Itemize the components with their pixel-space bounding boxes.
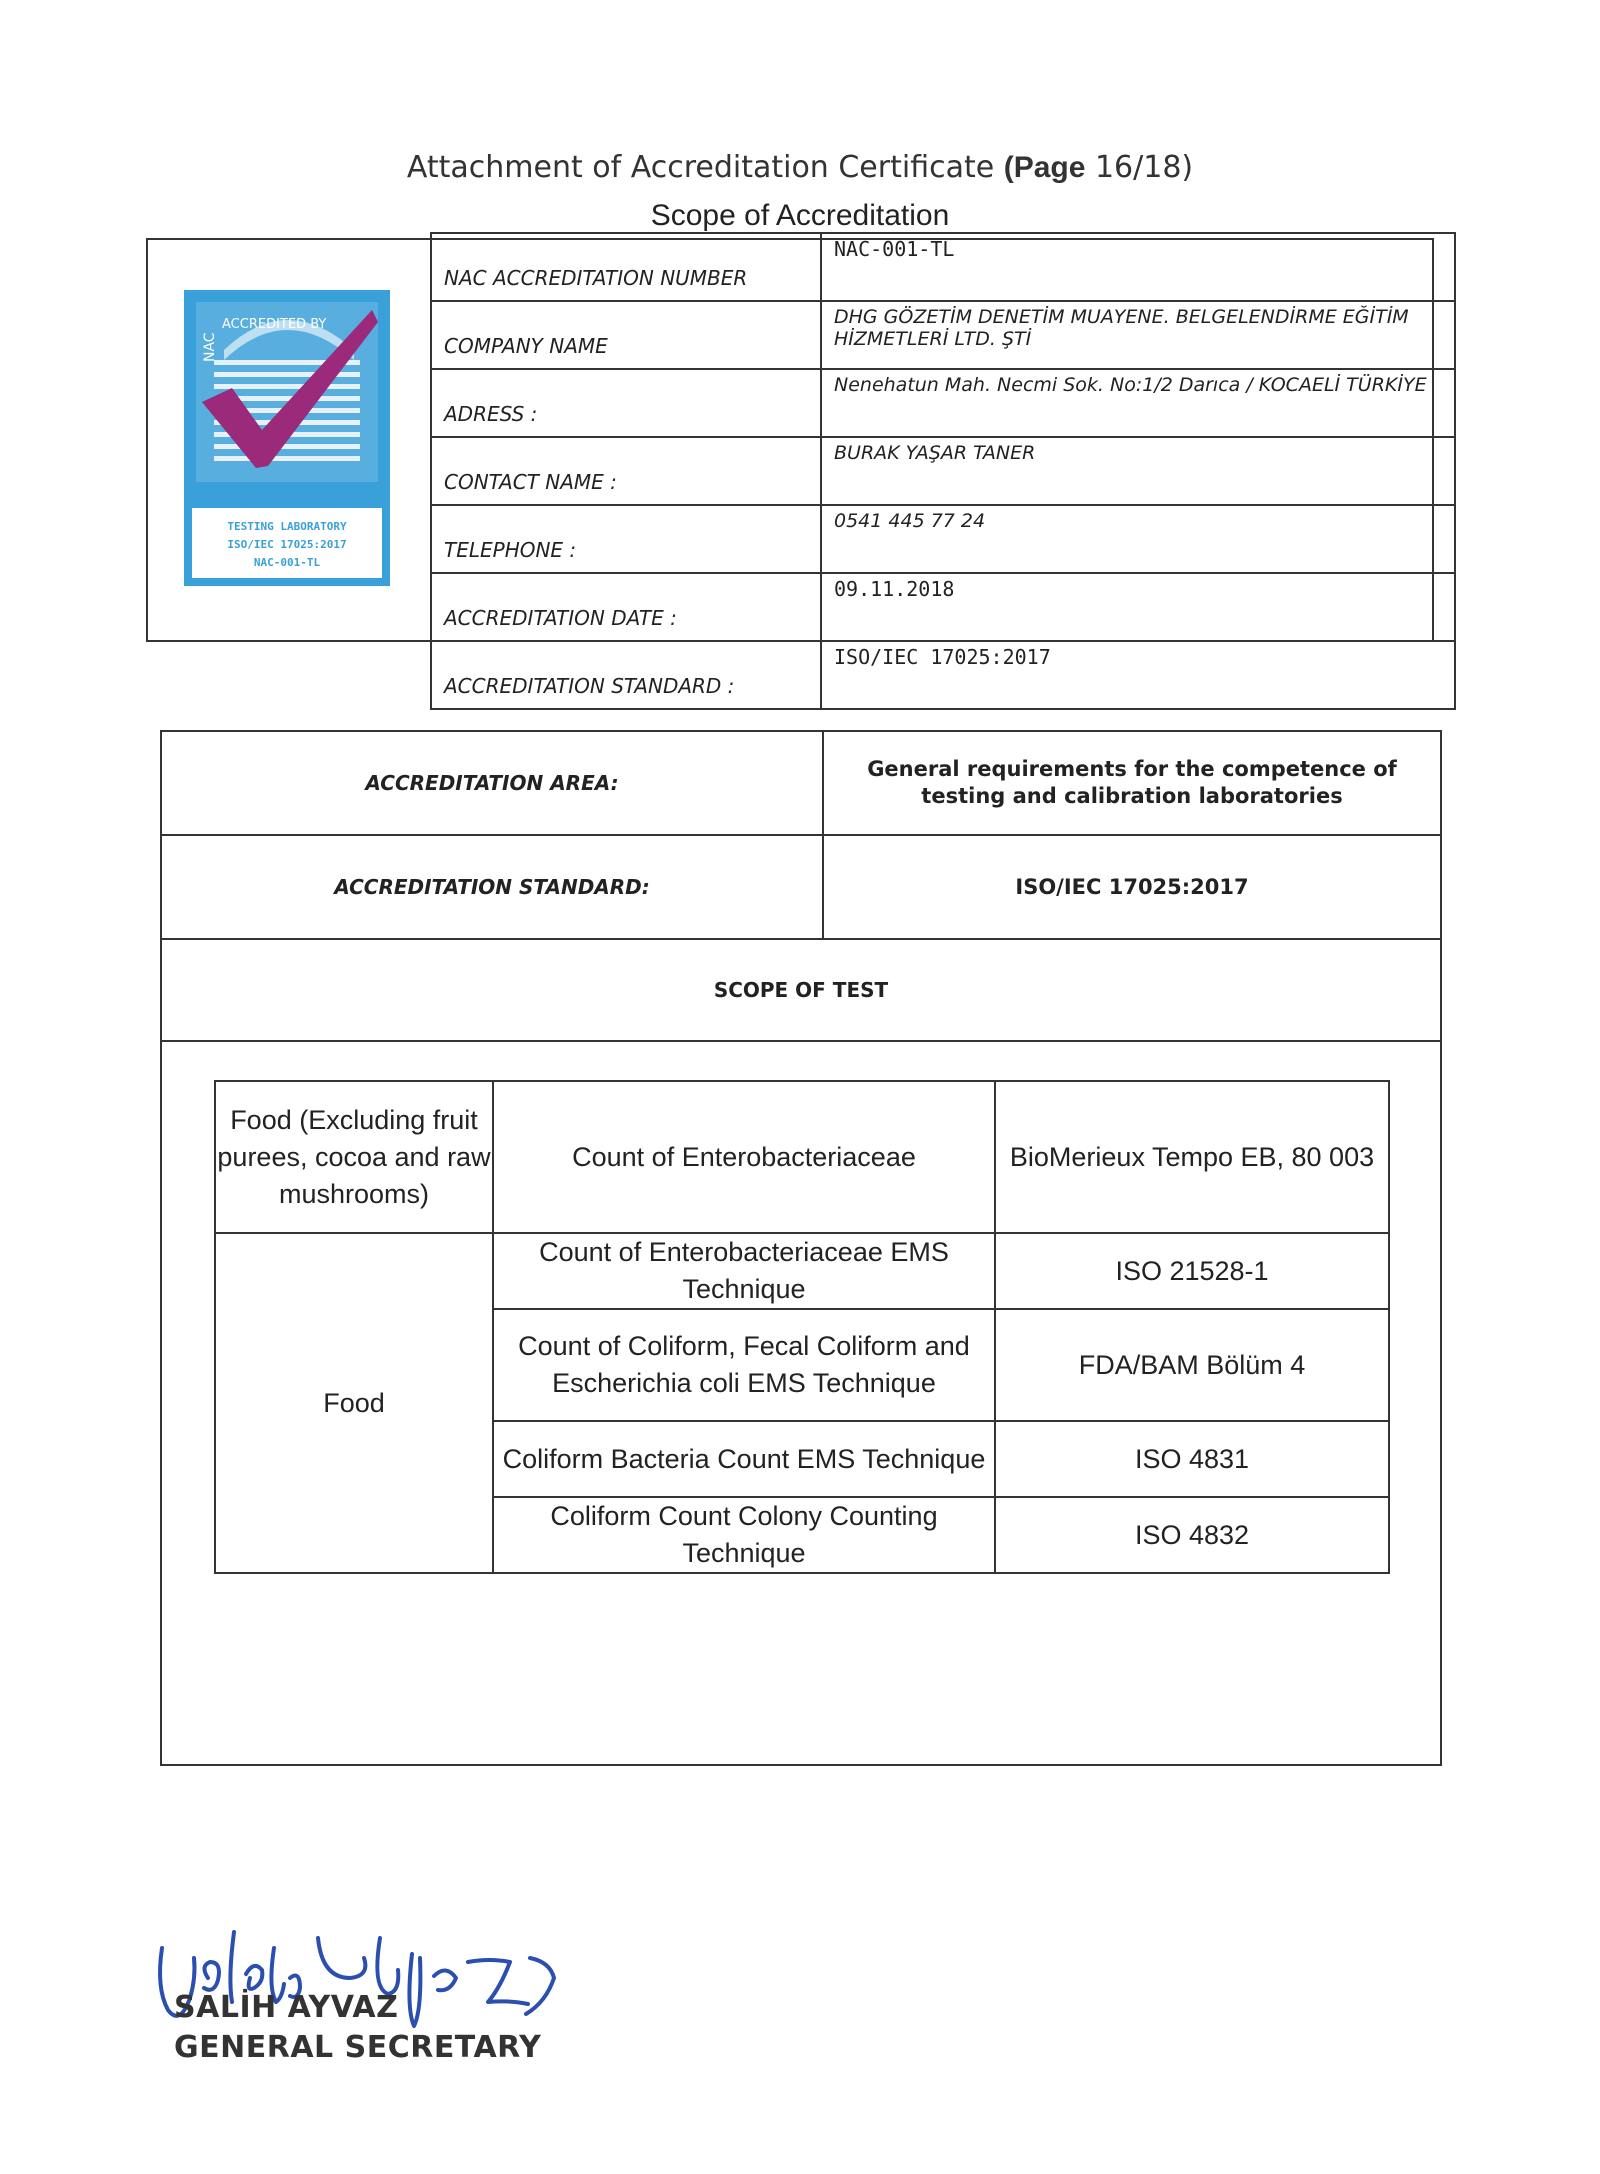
accreditation-standard-label: ACCREDITATION STANDARD : — [431, 641, 821, 709]
title-page-number: 16/18) — [1085, 150, 1194, 185]
info-row — [431, 573, 1455, 641]
table-row — [215, 1233, 1389, 1309]
test-cell: Count of Coliform, Fecal Coliform and Escherichia coli EMS Technique — [493, 1309, 995, 1421]
test-cell: Count of Enterobacteriaceae EMS Technique — [493, 1233, 995, 1309]
document-title — [0, 150, 1600, 185]
info-row — [431, 505, 1455, 573]
accreditation-standard-value: ISO/IEC 17025:2017 — [821, 641, 1455, 709]
info-row — [431, 301, 1455, 369]
nac-accreditation-logo — [184, 290, 390, 586]
contact-name-label: CONTACT NAME : — [431, 437, 821, 505]
scope-of-test-heading: SCOPE OF TEST — [161, 939, 1441, 1041]
telephone-value: 0541 445 77 24 — [821, 505, 1455, 573]
signatory-name: SALİH AYVAZ — [174, 1990, 399, 2025]
logo-line-testing: TESTING LABORATORY — [227, 520, 347, 533]
nac-number-label: NAC ACCREDITATION NUMBER — [431, 233, 821, 301]
info-row — [431, 233, 1455, 301]
scope-header-table — [160, 730, 1442, 1042]
company-name-value: DHG GÖZETİM DENETİM MUAYENE. BELGELENDİRME EĞİTİM HİZMETLERİ LTD. ŞTİ — [821, 301, 1455, 369]
test-methods-table — [214, 1080, 1390, 1574]
telephone-label: TELEPHONE : — [431, 505, 821, 573]
test-cell: Coliform Count Colony Counting Technique — [493, 1497, 995, 1573]
test-cell: Coliform Bacteria Count EMS Technique — [493, 1421, 995, 1497]
title-page-word: (Page — [1003, 151, 1086, 184]
scope-standard-label: ACCREDITATION STANDARD: — [161, 835, 823, 939]
accreditation-info-table — [430, 232, 1456, 710]
company-name-label: COMPANY NAME — [431, 301, 821, 369]
method-cell: ISO 4832 — [995, 1497, 1389, 1573]
logo-line-number: NAC-001-TL — [253, 556, 321, 569]
accreditation-date-label: ACCREDITATION DATE : — [431, 573, 821, 641]
accreditation-area-label: ACCREDITATION AREA: — [161, 731, 823, 835]
address-value: Nenehatun Mah. Necmi Sok. No:1/2 Darıca / KOCAELİ TÜRKİYE — [821, 369, 1455, 437]
accreditation-date-value: 09.11.2018 — [821, 573, 1455, 641]
table-row — [215, 1081, 1389, 1233]
method-cell: FDA/BAM Bölüm 4 — [995, 1309, 1389, 1421]
document-subtitle: Scope of Accreditation — [650, 199, 950, 232]
method-cell: ISO 4831 — [995, 1421, 1389, 1497]
matrix-cell: Food (Excluding fruit purees, cocoa and raw mushrooms) — [215, 1081, 493, 1233]
test-cell: Count of Enterobacteriaceae — [493, 1081, 995, 1233]
title-prefix: Attachment of Accreditation Certificate — [406, 150, 1004, 185]
scope-row — [161, 939, 1441, 1041]
contact-name-value: BURAK YAŞAR TANER — [821, 437, 1455, 505]
logo-line-standard: ISO/IEC 17025:2017 — [227, 538, 347, 551]
scope-row — [161, 835, 1441, 939]
signatory-title: GENERAL SECRETARY — [174, 2030, 542, 2065]
accreditation-area-value: General requirements for the competence of testing and calibration laboratories — [823, 731, 1441, 835]
logo-accredited-by-text: ACCREDITED BY — [222, 317, 327, 332]
info-row — [431, 369, 1455, 437]
address-label: ADRESS : — [431, 369, 821, 437]
matrix-cell: Food — [215, 1233, 493, 1573]
info-row — [431, 437, 1455, 505]
info-row — [431, 641, 1455, 709]
logo-side-text: NAC — [202, 332, 218, 362]
scope-standard-value: ISO/IEC 17025:2017 — [823, 835, 1441, 939]
method-cell: ISO 21528-1 — [995, 1233, 1389, 1309]
scope-row — [161, 731, 1441, 835]
nac-number-value: NAC-001-TL — [821, 233, 1455, 301]
method-cell: BioMerieux Tempo EB, 80 003 — [995, 1081, 1389, 1233]
